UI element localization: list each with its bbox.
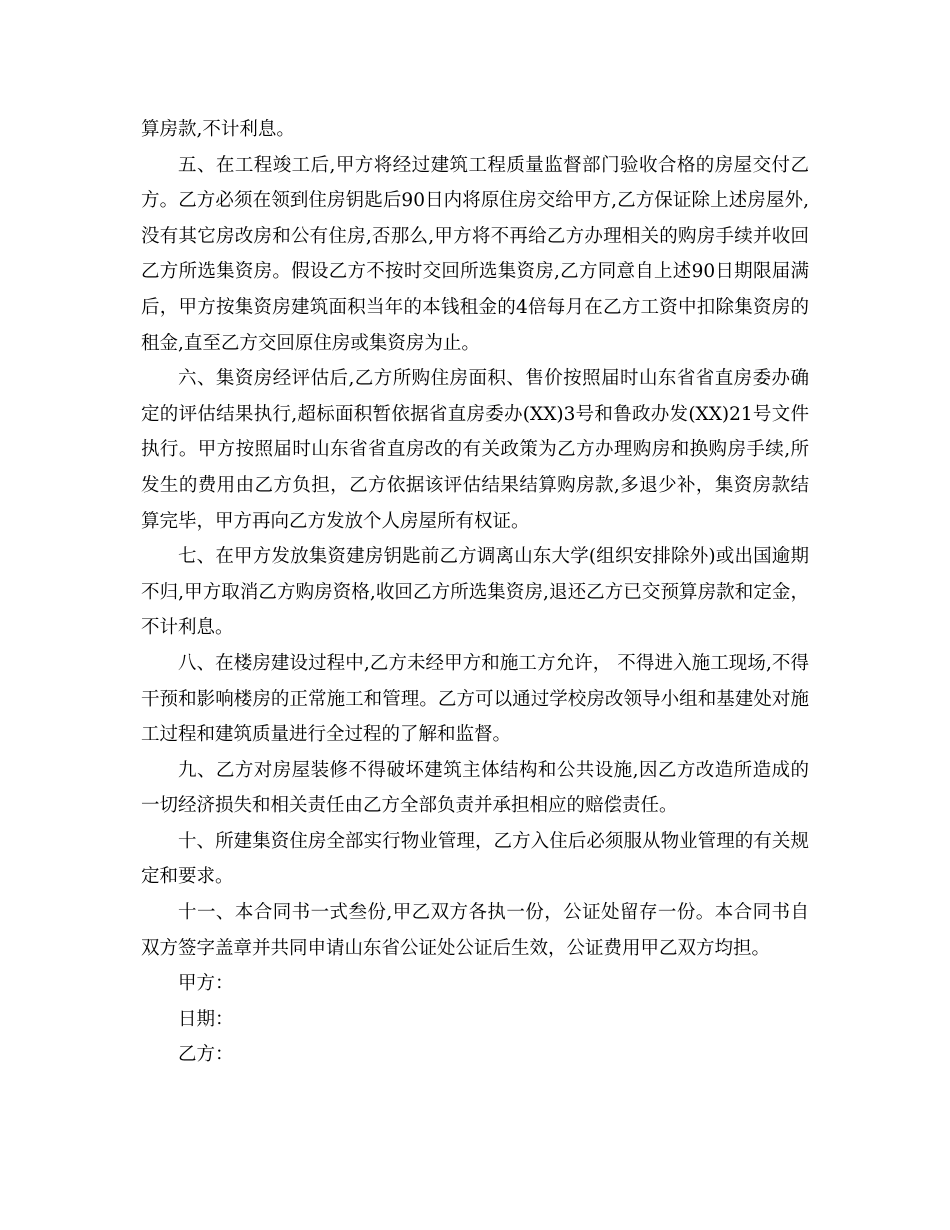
clause-5: 五、在工程竣工后,甲方将经过建筑工程质量监督部门验收合格的房屋交付乙方。乙方必须在领到住房钥匙后90日内将原住房交给甲方,乙方保证除上述房屋外,没有其它房改房和公有住房,否那么,甲方将不再给乙方办理相关的购房手续并收回乙方所选集资房。假设乙方不按时交回所选集资房,乙方同意自上述90日期限届满后，甲方按集资房建筑面积当年的本钱租金的4倍每月在乙方工资中扣除集资房的租金,直至乙方交回原住房或集资房为止。 [141, 154, 809, 354]
clause-7: 七、在甲方发放集资建房钥匙前乙方调离山东大学(组织安排除外)或出国逾期不归,甲方取消乙方购房资格,收回乙方所选集资房,退还乙方已交预算房款和定金，不计利息。 [141, 546, 809, 639]
clause-10: 十、所建集资住房全部实行物业管理，乙方入住后必须服从物业管理的有关规定和要求。 [141, 830, 809, 888]
party-a-signature-line: 甲方： [178, 973, 234, 995]
contract-body [141, 112, 809, 1073]
party-b-signature-line: 乙方： [178, 1044, 234, 1066]
clause-11: 十一、本合同书一式叁份,甲乙双方各执一份，公证处留存一份。本合同书自双方签字盖章并共同申请山东省公证处公证后生效，公证费用甲乙双方均担。 [141, 902, 809, 959]
clause-8: 八、在楼房建设过程中,乙方未经甲方和施工方允许， 不得进入施工现场,不得干预和影响楼房的正常施工和管理。乙方可以通过学校房改领导小组和基建处对施工过程和建筑质量进行全过程的了解和监督。 [141, 652, 809, 746]
clause-6: 六、集资房经评估后,乙方所购住房面积、售价按照届时山东省省直房委办确定的评估结果执行,超标面积暂依据省直房委办(XX)3号和鲁政办发(XX)21号文件执行。甲方按照届时山东省省直房改的有关政策为乙方办理购房和换购房手续,所发生的费用由乙方负担，乙方依据该评估结果结算购房款,多退少补，集资房款结算完毕，甲方再向乙方发放个人房屋所有权证。 [141, 368, 809, 532]
paragraph-continuation: 算房款,不计利息。 [141, 119, 295, 140]
clause-9: 九、乙方对房屋装修不得破坏建筑主体结构和公共设施,因乙方改造所造成的一切经济损失和相关责任由乙方全部负责并承担相应的赔偿责任。 [141, 759, 809, 817]
date-line: 日期： [178, 1008, 234, 1030]
